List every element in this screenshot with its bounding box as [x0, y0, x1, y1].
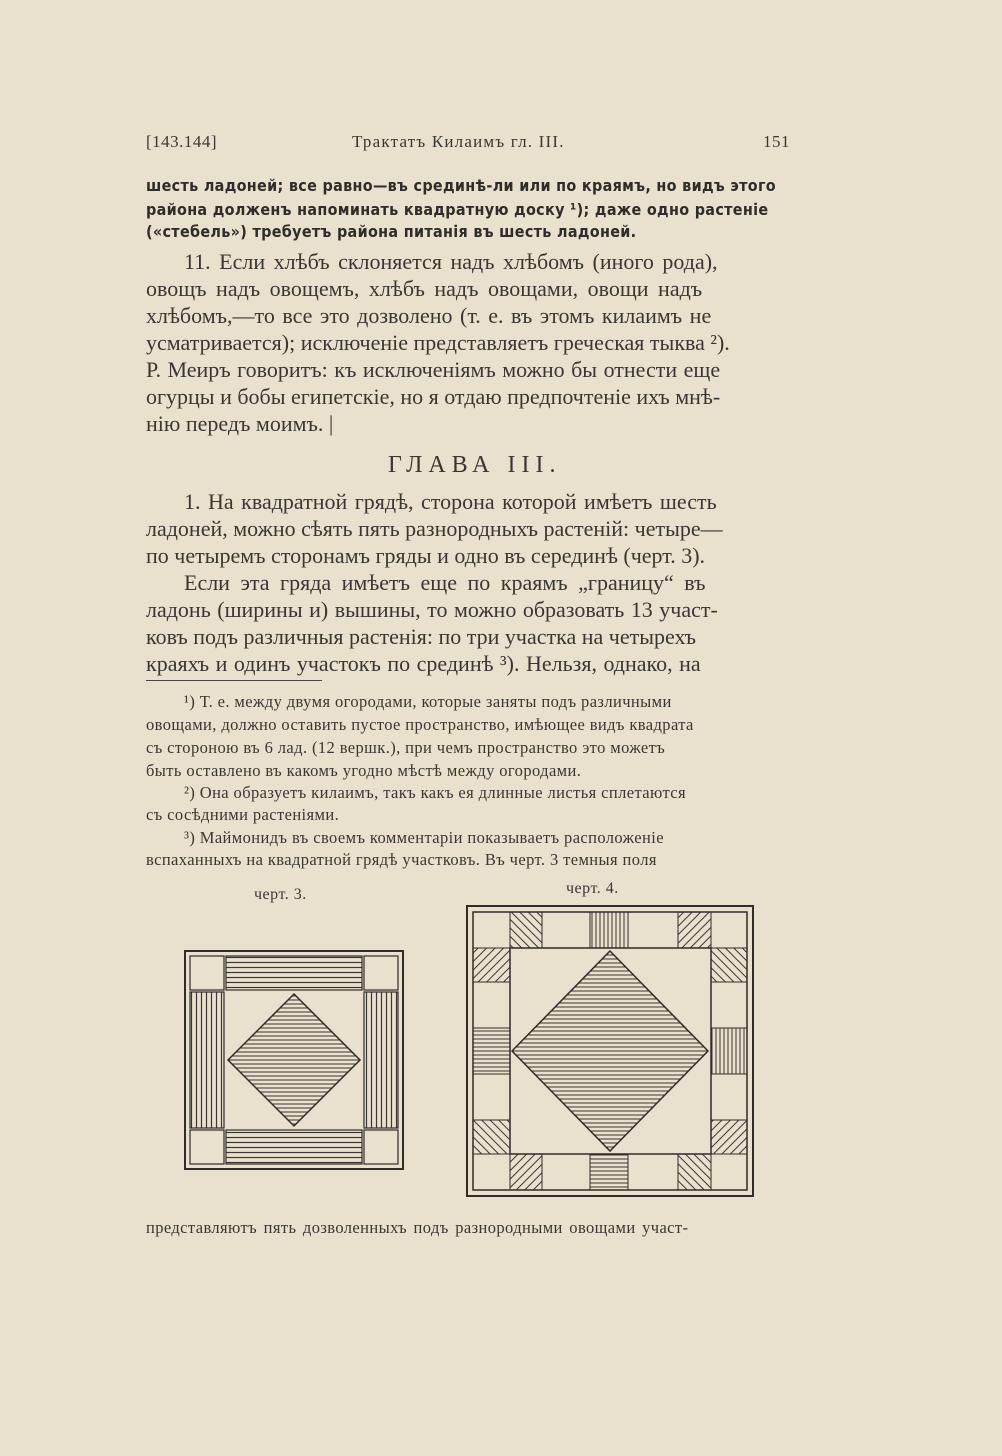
bottom-text-line: представляютъ пять дозволенныхъ подъ разнородными овощами участ-	[146, 1218, 689, 1237]
header-title: Трактатъ Килаимъ гл. III.	[352, 132, 565, 151]
paragraph-line: 11. Если хлѣбъ склоняется надъ хлѣбомъ (иного рода),	[184, 249, 718, 274]
paragraph-line: Р. Меиръ говоритъ: къ исключеніямъ можно бы отнести еще	[146, 357, 721, 382]
footnote-line: ¹) Т. е. между двумя огородами, которые заняты подъ различными	[184, 692, 672, 711]
paragraph-line: овощъ надъ овощемъ, хлѣбъ надъ овощами, овощи надъ	[146, 276, 703, 301]
paragraph-line: ладоней, можно сѣять пять разнородныхъ растеній: четыре—	[146, 516, 723, 541]
continuation-line: шесть ладоней; все равно—въ срединѣ-ли или по краямъ, но видъ этого	[146, 176, 776, 195]
footnote-line: вспаханныхъ на квадратной грядѣ участковъ. Въ черт. 3 темныя поля	[146, 850, 657, 869]
paragraph-line: ладонь (ширины и) вышины, то можно образовать 13 участ-	[146, 597, 718, 622]
figure-4-diagram	[466, 905, 754, 1197]
header-page-number: 151	[763, 132, 790, 151]
footnote-line: овощами, должно оставить пустое пространство, имѣющее видъ квадрата	[146, 715, 694, 734]
chapter-heading: ГЛАВА III.	[388, 452, 562, 478]
paragraph-line: 1. На квадратной грядѣ, сторона которой имѣетъ шесть	[184, 489, 717, 514]
paragraph-line: огурцы и бобы египетскіе, но я отдаю предпочтеніе ихъ мнѣ-	[146, 384, 721, 409]
footnote-line: ³) Маймонидъ въ своемъ комментаріи показываетъ расположеніе	[184, 828, 664, 847]
footnote-line: ²) Она образуетъ килаимъ, такъ какъ ея длинные листья сплетаются	[184, 783, 687, 802]
paragraph-line: Если эта гряда имѣетъ еще по краямъ „границу“ въ	[184, 570, 706, 595]
footnote-separator	[146, 680, 322, 681]
paragraph-line: краяхъ и одинъ участокъ по срединѣ ³). Нельзя, однако, на	[146, 651, 701, 676]
paragraph-line: по четыремъ сторонамъ гряды и одно въ серединѣ (черт. 3).	[146, 543, 706, 568]
paragraph-line: хлѣбомъ,—то все это дозволено (т. е. въ этомъ килаимъ не	[146, 303, 712, 328]
figure-4-caption: черт. 4.	[566, 880, 619, 897]
header-section-ref: [143.144]	[146, 132, 218, 151]
figure-3-caption: черт. 3.	[254, 886, 307, 903]
continuation-line: района долженъ напоминать квадратную доску ¹); даже одно растеніе	[146, 200, 769, 219]
footnote-line: съ сосѣдними растеніями.	[146, 805, 340, 824]
paragraph-line: нію передъ моимъ. |	[146, 411, 334, 436]
footnote-line: съ стороною въ 6 лад. (12 вершк.), при чемъ пространство это можетъ	[146, 738, 666, 757]
paragraph-line: усматривается); исключеніе представляетъ греческая тыква ²).	[146, 330, 730, 355]
continuation-line: («стебель») требуетъ района питанія въ шесть ладоней.	[146, 222, 637, 241]
paragraph-line: ковъ подъ различныя растенія: по три участка на четырехъ	[146, 624, 696, 649]
footnote-line: быть оставлено въ какомъ угодно мѣстѣ между огородами.	[146, 761, 582, 780]
figure-3-diagram	[184, 950, 404, 1170]
